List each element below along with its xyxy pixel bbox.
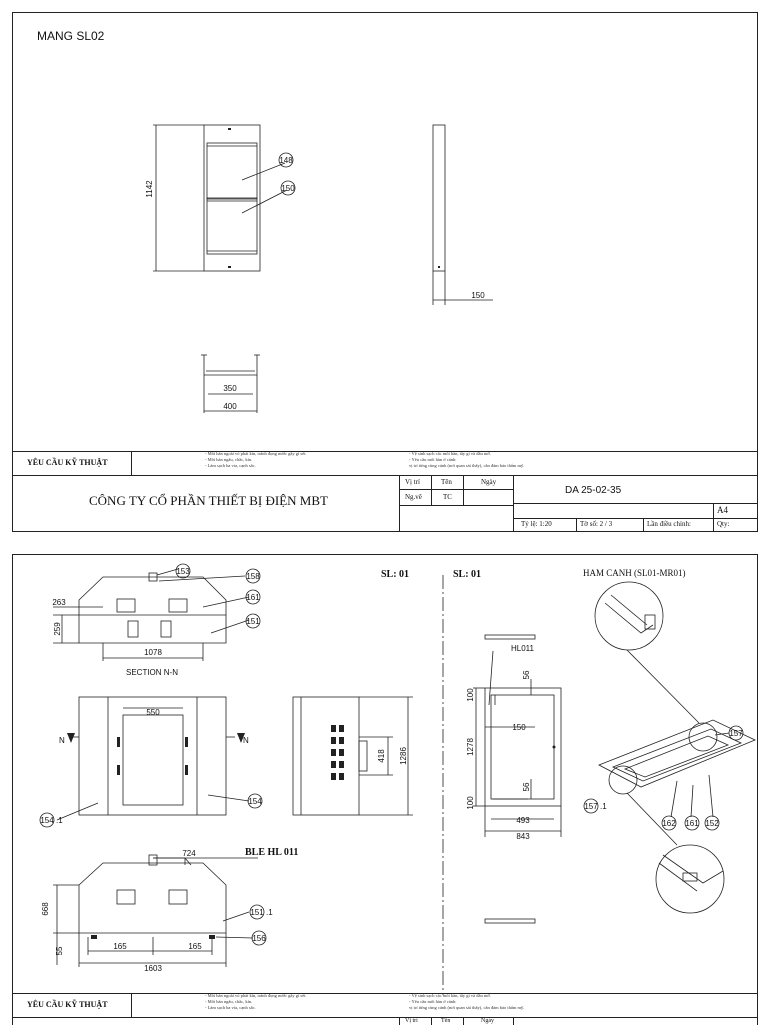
part-title: MANG SL02 <box>37 29 105 43</box>
door-top-edge <box>485 635 535 639</box>
note-right-1: - Vệ sinh sạch các mối hàn, tẩy gỉ và dầu mỡ. <box>409 451 491 456</box>
balloon-161: 161 <box>246 593 260 602</box>
note-left-1-s2: - Mối hàn ngoài vỏ phải kín, tránh đọng nước gây gỉ sét. <box>205 993 307 998</box>
note-left-2-s2: - Mối hàn ngấu, chắc, kín. <box>205 999 253 1004</box>
balloon-162: 162 <box>662 819 676 828</box>
dim-493: 493 <box>516 816 530 825</box>
revision: Lần điều chỉnh: <box>647 520 691 528</box>
dim-150: 150 <box>512 723 526 732</box>
detail-circle-top <box>595 582 663 650</box>
balloon-151: 151 <box>246 617 260 626</box>
header-position-s2: Vị trí <box>405 1018 418 1024</box>
balloon-157-left: 157 <box>584 802 598 811</box>
detail-circle-bottom <box>656 845 724 913</box>
note-right-2: - Yêu cầu mối hàn ở cánh: <box>409 457 457 462</box>
dim-724: 724 <box>182 849 196 858</box>
cabinet-side-view <box>293 697 359 815</box>
balloon-151-lower: 151 <box>250 908 264 917</box>
dim-668: 668 <box>41 902 50 916</box>
balloon-suffix-151: .1 <box>266 908 273 917</box>
balloon-154-left: 154 <box>40 816 54 825</box>
cabinet-elevation-view <box>79 863 226 933</box>
dim-550: 550 <box>146 708 160 717</box>
section-mark-right: N <box>243 736 249 745</box>
balloon-161-iso: 161 <box>685 819 699 828</box>
dim-165-left: 165 <box>113 942 127 951</box>
section-label: SECTION N-N <box>126 668 178 677</box>
dim-100-bottom: 100 <box>466 796 475 810</box>
dim-263: 263 <box>52 598 66 607</box>
balloon-158: 158 <box>246 572 260 581</box>
balloon-150: 150 <box>281 184 295 193</box>
requirements-label-2: YÊU CẦU KỸ THUẬT <box>27 1000 108 1009</box>
note-left-3-s2: - Làm sạch ba via, cạnh sắc. <box>205 1005 256 1010</box>
balloon-157-right: 157 <box>729 729 743 738</box>
header-name: Tên <box>441 478 452 486</box>
note-left-1: - Mối hàn ngoài vỏ phải kín, tránh đọng nước gây gỉ sét. <box>205 451 307 456</box>
dim-1286: 1286 <box>399 747 408 765</box>
dim-418: 418 <box>377 749 386 763</box>
dim-depth: 150 <box>471 291 485 300</box>
sheet2-drawing <box>13 555 757 1025</box>
sheet-number: Tờ số: 2 / 3 <box>580 520 613 528</box>
dim-100-top: 100 <box>466 688 475 702</box>
dim-56-bottom: 56 <box>522 782 531 792</box>
section-view <box>79 577 226 643</box>
drawn-by-label: Ng.vẽ <box>405 493 422 501</box>
dim-55: 55 <box>55 946 64 956</box>
drawing-sheet-1 <box>12 12 758 532</box>
requirements-label: YÊU CẦU KỸ THUẬT <box>27 458 108 467</box>
balloon-suffix-154: .1 <box>56 816 63 825</box>
dim-1603: 1603 <box>144 964 162 973</box>
balloon-152: 152 <box>705 819 719 828</box>
note-right-3-s2: vị trí từng cùng cánh (nơi quan sát thấy), cần đảm bảo thẩm mỹ. <box>409 1005 525 1010</box>
qty: Qty: <box>717 520 730 528</box>
balloon-148: 148 <box>279 156 293 165</box>
balloon-suffix-157: .1 <box>600 802 607 811</box>
dim-1078: 1078 <box>144 648 162 657</box>
note-left-3: - Làm sạch ba via, cạnh sắc. <box>205 463 256 468</box>
scale: Tỷ lệ: 1:20 <box>521 520 552 528</box>
dim-259: 259 <box>53 622 62 636</box>
balloon-153: 153 <box>176 567 190 576</box>
qty-left-label: SL: 01 <box>381 569 410 580</box>
note-right-3: vị trí từng cùng cánh (nơi quan sát thấy), cần đảm bảo thẩm mỹ. <box>409 463 525 468</box>
drawn-by: TC <box>443 493 452 501</box>
header-date: Ngày <box>481 478 497 486</box>
note-right-2-s2: - Yêu cầu mối hàn ở cánh: <box>409 999 457 1004</box>
company-name: CÔNG TY CỔ PHẦN THIẾT BỊ ĐIỆN MBT <box>89 493 328 508</box>
dim-1278: 1278 <box>466 738 475 756</box>
tray-top-view <box>204 355 257 375</box>
dim-outer-width: 400 <box>223 402 237 411</box>
door-bottom-edge <box>485 919 535 923</box>
hinge-label: HL011 <box>511 644 534 653</box>
dim-56-top: 56 <box>522 670 531 680</box>
detail-title: HAM CANH (SL01-MR01) <box>583 568 686 578</box>
sheet1-drawing <box>13 13 757 531</box>
dim-height: 1142 <box>145 180 154 198</box>
header-name-s2: Tên <box>441 1018 451 1024</box>
section-mark-left: N <box>59 736 65 745</box>
dim-inner-width: 350 <box>223 384 237 393</box>
dim-843: 843 <box>516 832 530 841</box>
tray-side-view <box>433 125 445 271</box>
balloon-154-right: 154 <box>248 797 262 806</box>
note-left-2: - Mối hàn ngấu, chắc, kín. <box>205 457 253 462</box>
qty-right-label: SL: 01 <box>453 569 482 580</box>
note-right-1-s2: - Vệ sinh sạch các mối hàn, tẩy gỉ và dầu mỡ. <box>409 993 491 998</box>
header-date-s2: Ngày <box>481 1018 494 1024</box>
balloon-156: 156 <box>252 934 266 943</box>
dim-165-right: 165 <box>188 942 202 951</box>
drawing-sheet-2 <box>12 554 758 1025</box>
project-code: DA 25-02-35 <box>565 485 622 496</box>
header-position: Vị trí <box>405 478 420 486</box>
paper-size: A4 <box>717 505 728 515</box>
ble-label: BLE HL 011 <box>245 847 299 858</box>
